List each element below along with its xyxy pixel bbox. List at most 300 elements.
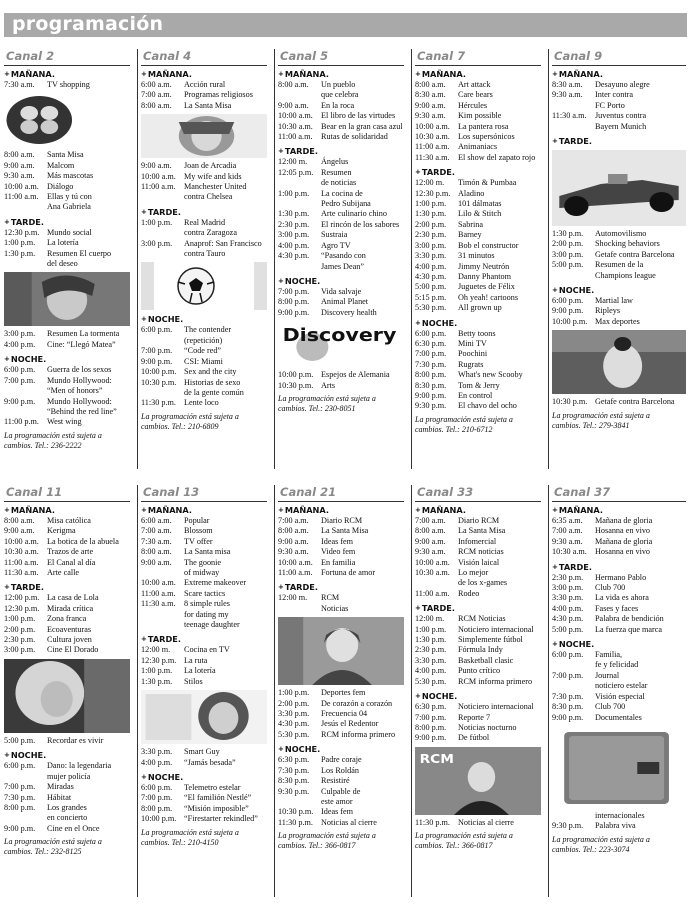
program-title: Inter contra (595, 90, 633, 100)
program-title: Un pueblo (321, 80, 356, 89)
channel-rule (415, 501, 541, 502)
schedule-disclaimer (552, 835, 686, 855)
program-entry (4, 202, 130, 212)
program-entry (415, 391, 541, 401)
program-entry (415, 199, 541, 209)
formula-one-car-image (552, 150, 686, 226)
program-time: 2:00 p.m. (4, 624, 36, 634)
column-divider (548, 49, 549, 469)
program-title: La fuerza que marca (595, 624, 663, 634)
program-time: 10:00 a.m. (4, 181, 39, 191)
program-time: 8:30 p.m. (415, 380, 447, 390)
program-entry (415, 101, 541, 111)
time-block-heading: + MAÑANA. (4, 69, 130, 80)
program-title: Misa católica (47, 516, 91, 525)
program-time: 1:30 p.m. (415, 209, 447, 219)
program-title: Jimmy Neutrón (458, 261, 510, 271)
program-time: 10:00 p.m. (141, 814, 177, 824)
program-entry (552, 583, 686, 593)
disclaimer-line: La programación está sujeta a (4, 430, 102, 440)
time-block-heading: + MAÑANA. (415, 505, 541, 516)
program-entry (278, 209, 404, 219)
program-time (141, 249, 184, 259)
program-time: 6:00 p.m. (552, 650, 584, 660)
program-entry (415, 516, 541, 526)
program-entry (552, 713, 686, 723)
program-time: 11:00 a.m. (141, 588, 176, 598)
program-entry (141, 228, 267, 238)
program-title: Noticias nocturno (458, 722, 517, 732)
time-block-heading: + MAÑANA. (552, 69, 686, 80)
program-time: 10:00 a.m. (141, 578, 176, 588)
program-entry (278, 230, 404, 240)
program-title: Cine: “Llegó Matea” (47, 339, 116, 349)
program-time (552, 681, 595, 691)
program-entry (4, 397, 130, 407)
program-title: Pedro Subijana (321, 199, 371, 209)
program-title: La Santa Misa (458, 526, 506, 536)
program-entry (141, 677, 267, 687)
program-title: Smart Guy (184, 747, 220, 757)
program-time: 8:00 a.m. (278, 526, 309, 536)
program-title: Lente loco (184, 398, 219, 408)
program-title: Ana Gabriela (47, 202, 91, 212)
program-time: 10:00 p.m. (141, 367, 177, 377)
program-title: The contender (184, 325, 232, 335)
program-entry (4, 526, 130, 536)
program-title: Sustraia (321, 230, 348, 240)
program-title: De fútbol (458, 733, 490, 743)
program-time: 9:00 p.m. (415, 733, 447, 743)
program-entry (278, 370, 404, 380)
program-title: RCM informa primero (458, 676, 533, 686)
program-title: Familia, (595, 650, 623, 660)
program-time: 8:00 p.m. (415, 370, 447, 380)
program-time: 7:00 p.m. (415, 712, 447, 722)
section-banner (4, 13, 687, 37)
program-time: 10:00 a.m. (278, 111, 313, 121)
program-title: Recordar es vivir (47, 735, 104, 745)
program-time: 10:30 a.m. (278, 121, 313, 131)
program-title: El Canal al día (47, 557, 96, 567)
svg-text:RCM: RCM (419, 752, 454, 767)
program-title: Discovery health (321, 307, 377, 317)
discovery-logo-image (278, 321, 404, 367)
program-entry (141, 814, 267, 824)
program-entry (141, 398, 267, 408)
program-time: 11:30 p.m. (415, 817, 450, 827)
program-entry (415, 733, 541, 743)
program-entry (278, 776, 404, 786)
program-entry (141, 90, 267, 100)
time-block-heading: + MAÑANA. (278, 69, 404, 80)
program-entry (552, 80, 686, 90)
program-entry (415, 209, 541, 219)
program-time (4, 772, 47, 782)
program-time: 11:00 p.m. (4, 417, 39, 427)
program-title: “Code red” (184, 346, 222, 356)
program-time: 5:00 p.m. (4, 735, 36, 745)
program-entry (4, 516, 130, 526)
program-entry (415, 370, 541, 380)
program-title: “Pasando con (321, 251, 366, 261)
program-entry (278, 699, 404, 709)
program-time: 7:00 p.m. (415, 349, 447, 359)
channel-column (141, 485, 267, 897)
time-block-heading: + TARDE. (141, 207, 267, 218)
program-time: 8:00 a.m. (4, 150, 35, 160)
program-title: Hábitat (47, 792, 72, 802)
program-time: 9:30 p.m. (552, 821, 584, 831)
program-time: 10:30 a.m. (4, 547, 39, 557)
program-entry (4, 182, 130, 192)
program-entry (415, 401, 541, 411)
program-title: Resumen (321, 167, 352, 177)
program-title: Ellas y tú con (47, 192, 92, 202)
program-time (278, 90, 321, 100)
program-title: “Behind the red line” (47, 406, 117, 416)
program-entry (4, 593, 130, 603)
program-title: Scare tactics (184, 588, 226, 598)
program-title: Lo mejor (458, 568, 489, 578)
program-time: 9:30 a.m. (4, 171, 35, 181)
program-title: Ideas fem (321, 536, 354, 546)
program-title: Visión laical (458, 557, 500, 567)
program-time: 9:00 a.m. (4, 526, 35, 536)
program-title: Automovilismo (595, 229, 647, 239)
program-entry (4, 824, 130, 834)
program-title: My wife and kids (184, 171, 242, 181)
program-time: 1:30 p.m. (415, 635, 447, 645)
program-title: Cocina en TV (184, 645, 230, 655)
program-entry (278, 797, 404, 807)
program-time: 12:05 p.m. (278, 167, 314, 177)
program-title: Extreme makeover (184, 578, 247, 588)
program-time: 8:00 a.m. (415, 80, 446, 89)
program-title: de noticias (321, 178, 357, 188)
program-entry (4, 793, 130, 803)
program-title: Diálogo (47, 181, 74, 191)
program-time: 1:00 p.m. (278, 688, 310, 698)
program-entry (4, 171, 130, 181)
program-time: 9:00 p.m. (141, 356, 173, 366)
program-title: Frecuencia 04 (321, 709, 368, 719)
program-entry (278, 199, 404, 209)
program-time: 4:00 p.m. (415, 261, 447, 271)
program-entry (278, 755, 404, 765)
program-title: Guerra de los sexos (47, 365, 112, 375)
presenter-portrait-image (141, 690, 267, 744)
program-time: 9:30 p.m. (415, 401, 447, 411)
program-title: de la gente común (184, 387, 244, 397)
program-title: Noticias (321, 603, 349, 613)
program-title: Ecoaventuras (47, 624, 92, 634)
program-title: Mundo social (47, 227, 92, 237)
program-entry (552, 111, 686, 121)
program-time (141, 388, 184, 398)
actress-portrait-image (4, 659, 130, 733)
program-entry (141, 388, 267, 398)
program-entry (415, 547, 541, 557)
program-title: Malcom (47, 160, 75, 170)
program-entry (278, 537, 404, 547)
program-time (278, 604, 321, 614)
program-title: Shocking behaviors (595, 239, 660, 249)
program-time: 12:30 p.m. (141, 655, 177, 665)
program-entry (141, 346, 267, 356)
program-time: 3:30 p.m. (278, 709, 310, 719)
program-entry (415, 293, 541, 303)
program-entry (415, 251, 541, 261)
program-time: 9:00 p.m. (415, 390, 447, 400)
program-entry (415, 635, 541, 645)
program-time: 7:30 a.m. (4, 80, 35, 89)
program-time: 8:30 a.m. (415, 90, 446, 100)
program-time: 10:00 p.m. (278, 370, 314, 380)
program-entry (278, 709, 404, 719)
time-block-heading: + NOCHE. (415, 318, 541, 329)
program-entry (4, 150, 130, 160)
program-title: En familia (321, 557, 356, 567)
program-entry (141, 218, 267, 228)
program-entry (4, 161, 130, 171)
program-entry (415, 589, 541, 599)
program-time: 9:00 p.m. (278, 307, 310, 317)
program-time: 1:30 p.m. (4, 248, 36, 258)
program-entry (278, 593, 404, 603)
program-time: 5:30 p.m. (415, 676, 447, 686)
disclaimer-line: La programación está sujeta a (141, 827, 239, 837)
program-time: 7:00 p.m. (141, 793, 173, 803)
program-entry (552, 101, 686, 111)
program-entry (415, 818, 541, 828)
channel-rule (552, 501, 686, 502)
program-entry (4, 537, 130, 547)
program-entry (552, 239, 686, 249)
program-time: 4:30 p.m. (552, 614, 584, 624)
time-block-heading: + NOCHE. (278, 744, 404, 755)
program-title: Care bears (458, 90, 493, 100)
program-entry (552, 296, 686, 306)
program-time: 10:00 p.m. (552, 316, 588, 326)
section-title: programación (12, 13, 164, 35)
program-entry (415, 132, 541, 142)
program-title: Culpable de (321, 786, 361, 796)
program-title: contra Tauro (184, 249, 226, 259)
program-time: 1:00 p.m. (278, 188, 310, 198)
program-entry (552, 811, 686, 821)
program-time: 3:00 p.m. (141, 238, 173, 248)
program-time: 7:00 a.m. (552, 526, 583, 536)
program-entry (415, 230, 541, 240)
program-entry (415, 111, 541, 121)
program-time: 2:30 p.m. (278, 219, 310, 229)
program-time: 9:30 p.m. (278, 786, 310, 796)
program-time (4, 259, 47, 269)
program-title: La vida es ahora (595, 593, 649, 603)
program-time: 11:00 a.m. (141, 182, 176, 192)
program-time: 9:00 a.m. (415, 536, 446, 546)
program-time (278, 178, 321, 188)
program-entry (141, 192, 267, 202)
program-title: CSI: Miami (184, 356, 223, 366)
channel-column (4, 49, 130, 469)
program-entry (141, 239, 267, 249)
program-entry (4, 604, 130, 614)
program-time: 7:00 p.m. (4, 375, 36, 385)
program-time: 6:00 a.m. (141, 516, 172, 525)
program-time: 9:00 p.m. (4, 396, 36, 406)
time-block-heading: + NOCHE. (278, 276, 404, 287)
channel-name: Canal 37 (554, 485, 611, 499)
program-time (552, 122, 595, 132)
rcm-news-anchor-image (415, 747, 541, 815)
program-title: Arte culinario chino (321, 209, 387, 219)
program-title: Tom & Jerry (458, 380, 500, 390)
program-title: Mundo Hollywood: (47, 396, 112, 406)
channel-name: Canal 4 (143, 49, 192, 63)
program-entry (415, 153, 541, 163)
program-entry (415, 272, 541, 282)
program-title: El show del zapato rojo (458, 152, 536, 162)
program-time: 5:15 p.m. (415, 292, 447, 302)
program-entry (278, 547, 404, 557)
program-entry (415, 142, 541, 152)
program-time: 5:30 p.m. (278, 729, 310, 739)
program-time: 9:00 p.m. (552, 306, 584, 316)
schedule-disclaimer (4, 837, 130, 857)
program-time: 4:00 p.m. (4, 339, 36, 349)
program-time (278, 199, 321, 209)
channel-column (415, 485, 541, 897)
program-entry (415, 189, 541, 199)
program-time: 10:30 p.m. (552, 397, 588, 407)
program-title: RCM informa primero (321, 729, 396, 739)
program-entry (141, 516, 267, 526)
program-title: fe y felicidad (595, 660, 639, 670)
program-time: 3:00 p.m. (4, 645, 36, 655)
program-title: Noticias al cierre (458, 817, 514, 827)
program-entry (552, 537, 686, 547)
program-title: Visión especial (595, 691, 645, 701)
program-entry (278, 90, 404, 100)
program-time: 9:00 a.m. (278, 536, 309, 546)
program-time: 2:30 p.m. (415, 230, 447, 240)
program-time: 9:30 a.m. (552, 536, 583, 546)
program-time: 10:00 a.m. (415, 121, 450, 131)
channel-rule (552, 65, 686, 66)
program-entry (141, 537, 267, 547)
program-entry (141, 783, 267, 793)
program-title: Fórmula Indy (458, 645, 503, 655)
program-time: 9:30 a.m. (552, 90, 583, 100)
program-entry (4, 340, 130, 350)
program-entry (4, 249, 130, 259)
program-entry (552, 650, 686, 660)
program-time: 2:30 p.m. (415, 645, 447, 655)
program-entry (141, 378, 267, 388)
program-title: Ideas fem (321, 807, 354, 817)
program-title: Mañana de gloria (595, 516, 653, 525)
program-title: La pantera rosa (458, 121, 509, 131)
disclaimer-line: La programación está sujeta a (4, 837, 102, 847)
program-title: Miradas (47, 782, 74, 792)
program-entry (141, 161, 267, 171)
program-time (141, 620, 184, 630)
program-time: 6:30 p.m. (278, 755, 310, 765)
program-title: este amor (321, 796, 353, 806)
program-title: Diario RCM (321, 516, 363, 525)
disclaimer-line: cambios. Tel.: 210-4150 (141, 837, 219, 847)
column-divider (137, 485, 138, 897)
program-title: Desayuno alegre (595, 80, 650, 89)
program-entry (278, 516, 404, 526)
program-entry (4, 407, 130, 417)
program-entry (552, 681, 686, 691)
program-title: Lilo & Stitch (458, 209, 502, 219)
soccer-ball-image (141, 262, 267, 310)
program-time (552, 811, 595, 821)
time-block-heading: + NOCHE. (4, 354, 130, 365)
program-title: Sex and the city (184, 367, 237, 377)
program-title: La lotería (47, 238, 79, 248)
program-time: 8:00 a.m. (278, 80, 309, 89)
program-entry (278, 308, 404, 318)
program-time (552, 101, 595, 111)
program-time: 3:00 p.m. (415, 240, 447, 250)
program-title: The goonie (184, 557, 222, 567)
program-entry (415, 723, 541, 733)
program-title: Betty toons (458, 328, 496, 338)
program-title: Cultura joven (47, 635, 92, 645)
program-entry (552, 260, 686, 270)
program-time: 11:30 a.m. (141, 599, 176, 609)
program-title: Jesús el Redentor (321, 719, 379, 729)
program-title: mujer policía (47, 771, 91, 781)
program-entry (4, 803, 130, 813)
program-entry (4, 376, 130, 386)
program-entry (141, 526, 267, 536)
channel-rule (278, 501, 404, 502)
program-time: 2:00 p.m. (552, 239, 584, 249)
program-entry (552, 625, 686, 635)
time-block-heading: + TARDE. (4, 217, 130, 228)
program-time (415, 578, 458, 588)
channel-rule (4, 501, 130, 502)
channel-rule (141, 65, 267, 66)
program-entry (278, 178, 404, 188)
program-title: TV offer (184, 536, 213, 546)
program-time (552, 660, 595, 670)
program-title: En control (458, 390, 493, 400)
program-entry (552, 317, 686, 327)
program-title: “Firestarter rekindled” (184, 814, 258, 824)
program-time: 11:30 a.m. (4, 568, 39, 578)
program-entry (415, 122, 541, 132)
program-title: Mañana de gloria (595, 536, 653, 546)
program-time: 4:30 p.m. (415, 271, 447, 281)
program-time: 1:30 p.m. (278, 209, 310, 219)
program-entry (141, 249, 267, 259)
program-entry (278, 558, 404, 568)
program-entry (552, 692, 686, 702)
program-title: Champions league (595, 270, 656, 280)
program-time: 12:00 m. (278, 593, 308, 603)
program-entry (415, 241, 541, 251)
channel-rule (278, 65, 404, 66)
program-time: 1:30 p.m. (552, 229, 584, 239)
program-entry (4, 417, 130, 427)
